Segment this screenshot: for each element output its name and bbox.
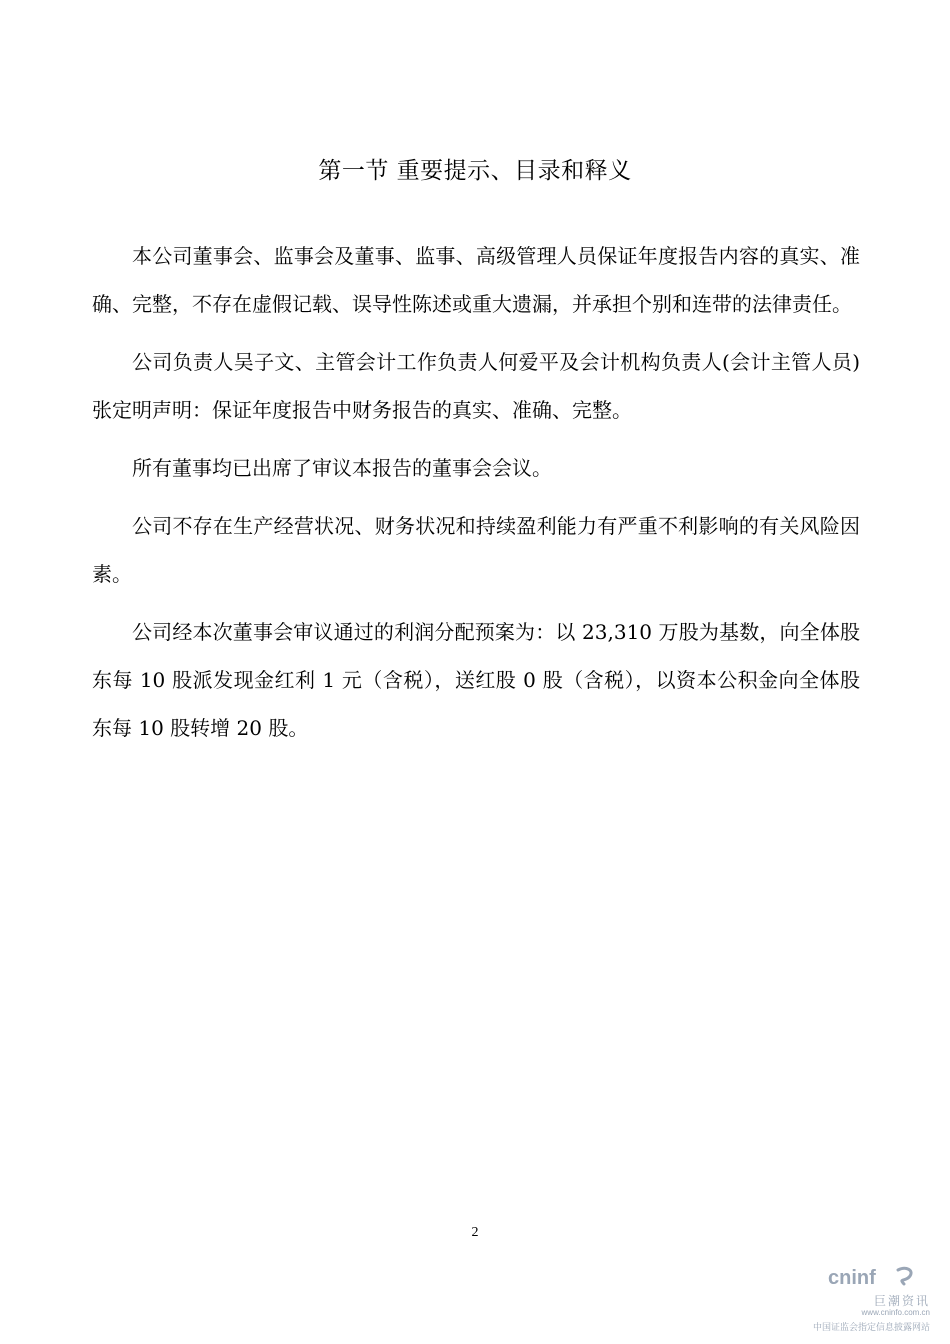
paragraph-responsibility-statement: 本公司董事会、监事会及董事、监事、高级管理人员保证年度报告内容的真实、准确、完整，不存在虚假记载、误导性陈述或重大遗漏，并承担个别和连带的法律责任。 [92, 244, 860, 316]
watermark-url: www.cninfo.com.cn [861, 1308, 930, 1317]
logo-wordmark: cninf [828, 1267, 876, 1289]
body-text [92, 232, 860, 762]
paragraph-risk-factors: 公司不存在生产经营状况、财务状况和持续盈利能力有严重不利影响的有关风险因素。 [92, 514, 860, 586]
paragraph-officers-declaration: 公司负责人吴子文、主管会计工作负责人何爱平及会计机构负责人(会计主管人员)张定明声明：保证年度报告中财务报告的真实、准确、完整。 [92, 350, 860, 422]
paragraph-board-attendance: 所有董事均已出席了审议本报告的董事会会议。 [132, 456, 552, 480]
page-number: 2 [471, 1225, 479, 1240]
cninfo-watermark [806, 1262, 936, 1338]
section-title: 第一节 重要提示、目录和释义 [318, 158, 632, 184]
cninfo-logo-icon [826, 1262, 916, 1292]
watermark-brand: 巨潮资讯 [873, 1294, 930, 1308]
paragraph-profit-distribution: 公司经本次董事会审议通过的利润分配预案为：以 23,310 万股为基数，向全体股东每 10 股派发现金红利 1 元（含税），送红股 0 股（含税），以资本公积金向全体股东每 10 股转增 20 股。 [92, 620, 860, 740]
watermark-slogan: 中国证监会指定信息披露网站 [812, 1322, 930, 1332]
